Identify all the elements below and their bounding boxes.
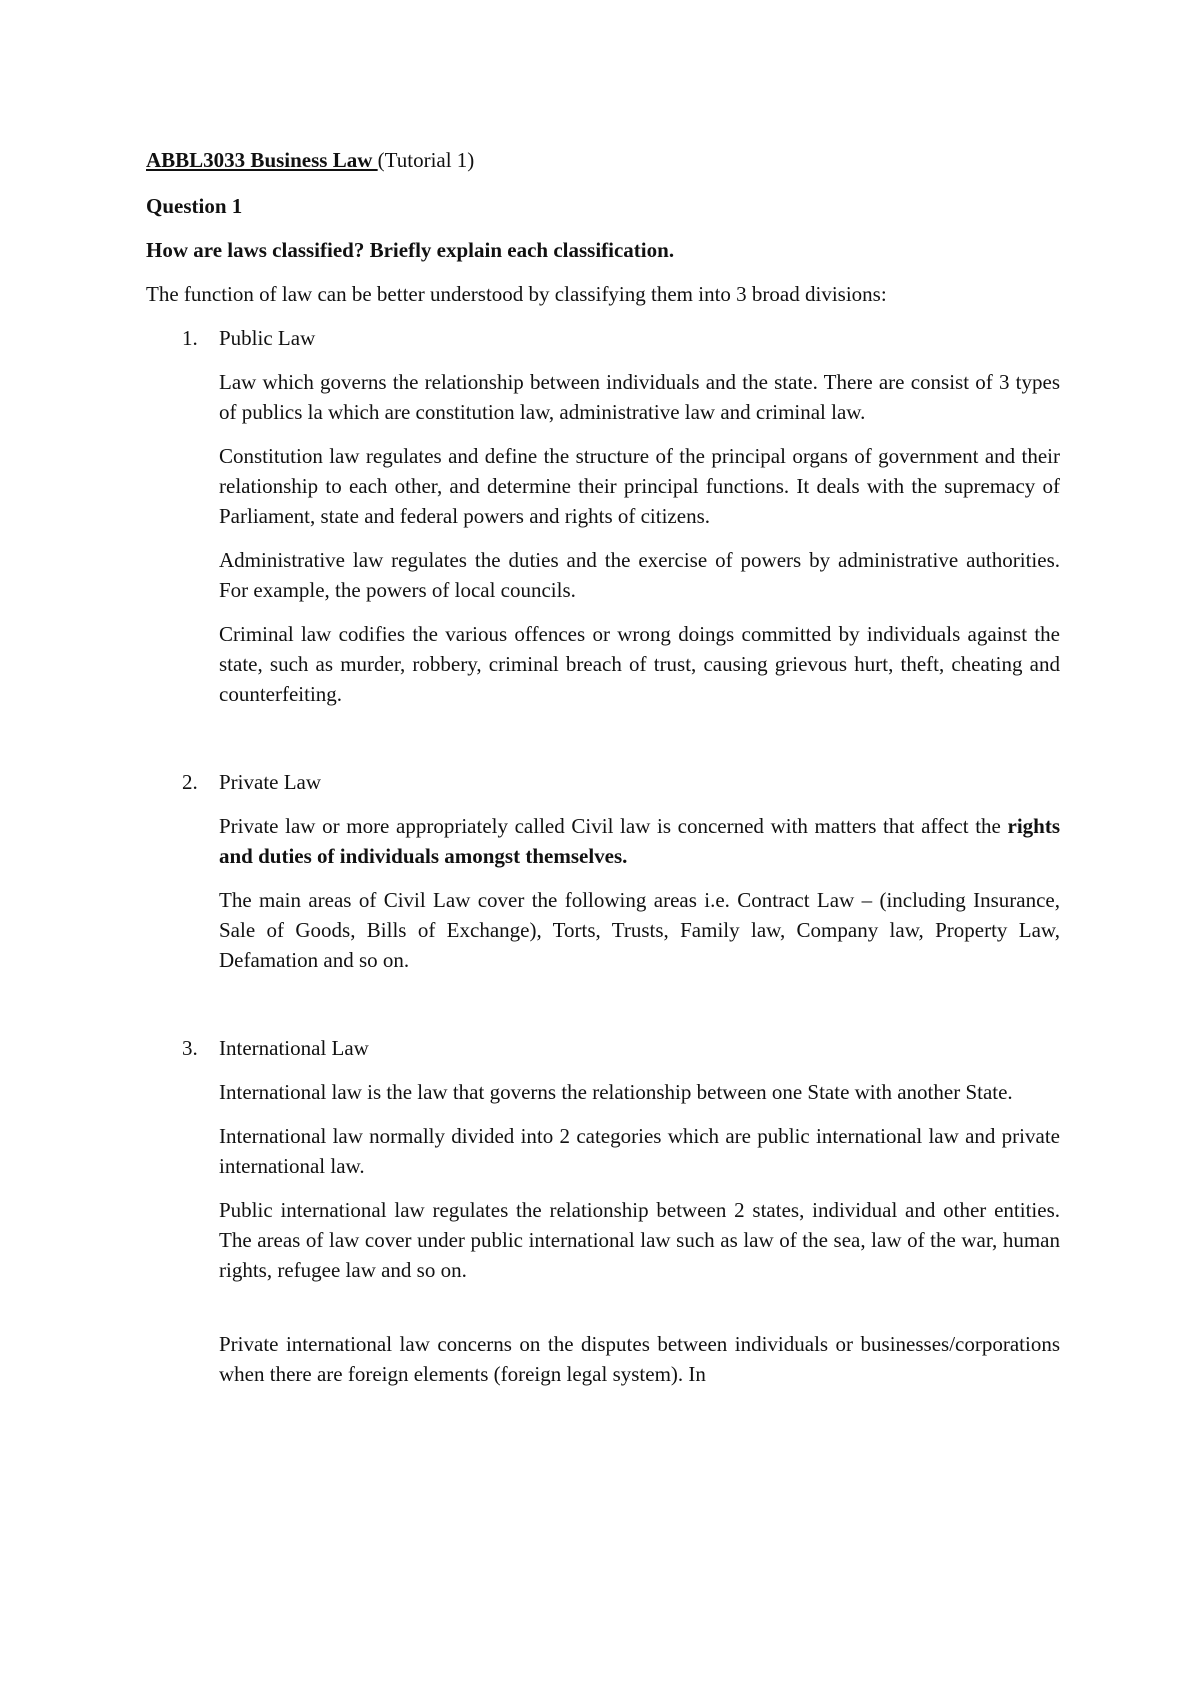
paragraph: Public international law regulates the relationship between 2 states, individual and other entities. The areas of law cover under public international law such as law of the sea, law of the war, human rights, refugee law and so on. <box>219 1198 1060 1282</box>
paragraph: International law normally divided into 2 categories which are public international law and private international law. <box>219 1124 1060 1178</box>
section-number: 2. <box>182 770 198 794</box>
paragraph <box>219 811 1060 871</box>
intro-paragraph: The function of law can be better understood by classifying them into 3 broad divisions: <box>146 282 887 306</box>
course-title: ABBL3033 Business Law <box>146 148 378 172</box>
question-label: Question 1 <box>146 194 243 218</box>
paragraph: The main areas of Civil Law cover the following areas i.e. Contract Law – (including Insurance, Sale of Goods, Bills of Exchange), Torts, Trusts, Family law, Company law, Property Law, Defamation and so on. <box>219 888 1060 972</box>
course-subtitle: (Tutorial 1) <box>377 148 475 172</box>
section-private-law <box>146 767 1060 975</box>
section-heading <box>146 323 1060 353</box>
paragraph-emphasis: rights and duties of individuals amongst themselves. <box>219 814 1060 868</box>
spacer <box>146 989 1060 1033</box>
paragraph-text: Private law or more appropriately called Civil law is concerned with matters that affect the <box>219 814 1008 838</box>
section-public-law <box>146 323 1060 709</box>
section-number: 1. <box>182 326 198 350</box>
paragraph: Law which governs the relationship between individuals and the state. There are consist of 3 types of publics la which are constitution law, administrative law and criminal law. <box>219 370 1060 424</box>
section-heading <box>146 767 1060 797</box>
course-title-line <box>146 145 1060 175</box>
section-title: Public Law <box>219 326 316 350</box>
paragraph: Private international law concerns on the disputes between individuals or businesses/corporations when there are foreign elements (foreign legal system). In <box>219 1332 1060 1386</box>
paragraph: Constitution law regulates and define the structure of the principal organs of government and their relationship to each other, and determine their principal functions. It deals with the supremacy of Parliament, state and federal powers and rights of citizens. <box>219 444 1060 528</box>
paragraph: Administrative law regulates the duties and the exercise of powers by administrative authorities. For example, the powers of local councils. <box>219 548 1060 602</box>
document-body <box>146 145 1060 1403</box>
question-text: How are laws classified? Briefly explain each classification. <box>146 238 675 262</box>
section-title: Private Law <box>219 770 322 794</box>
paragraph: Criminal law codifies the various offences or wrong doings committed by individuals against the state, such as murder, robbery, criminal breach of trust, causing grievous hurt, theft, cheating and counterfeiting. <box>219 622 1060 706</box>
section-title: International Law <box>219 1036 369 1060</box>
section-heading <box>146 1033 1060 1063</box>
section-number: 3. <box>182 1036 198 1060</box>
spacer <box>146 1299 1060 1329</box>
spacer <box>146 723 1060 767</box>
section-international-law <box>146 1033 1060 1389</box>
paragraph: International law is the law that governs the relationship between one State with another State. <box>219 1080 1013 1104</box>
